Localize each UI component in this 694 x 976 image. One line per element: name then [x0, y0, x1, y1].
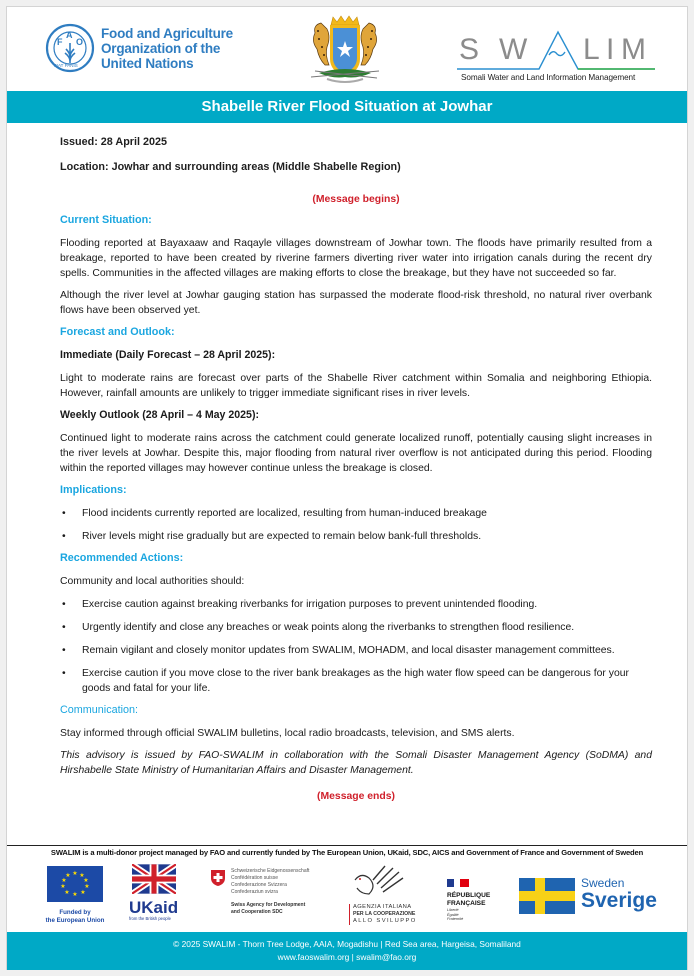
svg-text:O: O: [76, 37, 84, 47]
swiss-agency-line-2: and Cooperation SDC: [231, 909, 283, 915]
france-line-1: RÉPUBLIQUE: [447, 892, 491, 899]
republique-francaise-logo: [447, 874, 507, 922]
heading-current-situation: Current Situation:: [60, 214, 152, 226]
list-item: • River levels might rise gradually but are expected to remain below bank-full thresholds.: [60, 529, 652, 544]
french-flag-icon: [447, 879, 469, 887]
list-item: • Exercise caution if you move close to the river bank breakages as the high water flow speed can be dangerous for your goods and fatal for your life.: [60, 666, 652, 696]
document-title: Shabelle River Flood Situation at Jowhar: [7, 91, 687, 123]
eu-logo: [47, 866, 107, 925]
current-situation-paragraph: Although the river level at Jowhar gauging station has surpassed the moderate flood-risk threshold, no natural river overbank flows have been observed yet.: [60, 290, 652, 316]
svg-text:★: ★: [84, 883, 90, 890]
svg-text:A: A: [66, 30, 73, 40]
eu-flag-icon: [47, 866, 103, 902]
ukaid-wordmark: UKaid: [129, 898, 179, 917]
website-link[interactable]: www.faoswalim.org: [277, 952, 350, 962]
aics-line-3: ALLO SVILUPPO: [353, 918, 417, 924]
swiss-agency-line-1: Swiss Agency for Development: [231, 902, 306, 908]
dove-icon: [351, 864, 411, 898]
donor-note: SWALIM is a multi-donor project managed by FAO and currently funded by The European Union, UKaid, SDC, AICS and Government of France and Government of Sweden: [50, 848, 644, 857]
svg-text:★: ★: [79, 872, 85, 879]
svg-text:★: ★: [65, 872, 71, 879]
svg-text:★: ★: [80, 889, 86, 896]
eu-caption-1: Funded by: [59, 909, 91, 916]
svg-text:★: ★: [64, 889, 70, 896]
weekly-outlook-heading: Weekly Outlook (28 April – 4 May 2025):: [60, 409, 259, 421]
aics-logo: [345, 864, 425, 930]
footer-links: [7, 951, 687, 964]
implications-list: [60, 506, 652, 544]
footer-divider: [7, 845, 687, 846]
swiss-line-4: Confederaziun svizra: [231, 889, 278, 895]
swalim-logo: [455, 29, 655, 89]
france-motto-1: Liberté: [447, 908, 459, 912]
svg-text:★: ★: [72, 870, 78, 877]
location: Location: Jowhar and surrounding areas (Middle Shabelle Region): [60, 161, 401, 173]
fao-name-line1: Food and Agriculture: [101, 25, 233, 41]
donor-logos: [7, 862, 687, 932]
bulletin-body: [60, 131, 652, 804]
swiss-line-2: Confédération suisse: [231, 875, 278, 881]
heading-communication: Communication:: [60, 704, 139, 716]
list-item: • Flood incidents currently reported are localized, resulting from human-induced breakage: [60, 506, 652, 521]
current-situation-paragraph: Flooding reported at Bayaxaaw and Raqayle villages downstream of Jowhar town. The floods have primarily resulted from a breakage, reported to have been created by riverine farmers diverting river water into irrigation canals during the recent dry spells. Communities in the affected villages are making efforts to close the breakage, but they have not succeeded so far.: [60, 238, 652, 279]
sweden-wordmark: Sweden: [581, 876, 625, 890]
fao-logo: [45, 23, 233, 73]
svg-text:I: I: [606, 33, 615, 66]
recommended-intro: Community and local authorities should:: [60, 576, 245, 587]
swiss-shield-icon: [211, 870, 225, 886]
message-begins: (Message begins): [312, 194, 400, 205]
list-item: • Urgently identify and close any breaches or weak points along the riverbanks to strengthen flood resilience.: [60, 620, 652, 635]
aics-line-1: AGENZIA ITALIANA: [353, 904, 412, 910]
immediate-forecast-heading: Immediate (Daily Forecast – 28 April 2025):: [60, 349, 276, 361]
communication-text: Stay informed through official SWALIM bulletins, local radio broadcasts, television, and SMS alerts.: [60, 728, 515, 739]
weekly-outlook-text: Continued light to moderate rains across the catchment could generate localized runoff, potentially causing slight increases in the river levels at Jowhar. Despite this, major flooding from natural river overflow is not anticipated during this period. Flooding within the reported villages may however continue unless the breakage is closed.: [60, 433, 652, 474]
svg-text:S: S: [459, 33, 480, 66]
swiss-line-1: Schweizerische Eidgenossenschaft: [231, 868, 310, 874]
svg-text:★: ★: [61, 877, 67, 884]
footer-contact: [7, 932, 687, 970]
list-item: • Remain vigilant and closely monitor updates from SWALIM, MOHADM, and local disaster management committees.: [60, 643, 652, 658]
fao-name-line3: United Nations: [101, 55, 194, 71]
fao-name: [101, 26, 233, 71]
france-motto-2: Égalité: [447, 912, 459, 917]
swedish-flag-icon: [519, 878, 575, 914]
heading-implications: Implications:: [60, 484, 127, 496]
email-link[interactable]: swalim@fao.org: [356, 952, 417, 962]
swiss-line-3: Confederazione Svizzera: [231, 882, 287, 888]
sverige-wordmark: Sverige: [581, 889, 657, 912]
heading-forecast: Forecast and Outlook:: [60, 326, 175, 338]
ukaid-caption: from the British people: [129, 916, 171, 921]
ukaid-logo: [129, 864, 181, 921]
sweden-logo: [519, 878, 669, 919]
svg-text:★: ★: [83, 877, 89, 884]
immediate-forecast-text: Light to moderate rains are forecast over parts of the Shabelle River catchment within Somalia and neighboring Ethiopia. However, rainfall amounts are unlikely to trigger immediate significant rises in river levels.: [60, 373, 652, 399]
eu-caption-2: the European Union: [45, 917, 105, 924]
union-jack-icon: [132, 864, 176, 894]
document-header: [7, 7, 687, 91]
svg-text:★: ★: [60, 883, 66, 890]
svg-text:★: ★: [72, 891, 78, 898]
document-page: [6, 6, 688, 970]
advisory-note: This advisory is issued by FAO-SWALIM in collaboration with the Somali Disaster Management Agency (SoDMA) and Hirshabelle State Ministry of Humanitarian Affairs and Disaster Management.: [60, 750, 652, 776]
france-motto-3: Fraternité: [447, 917, 464, 922]
heading-recommended-actions: Recommended Actions:: [60, 552, 184, 564]
message-ends: (Message ends): [317, 791, 395, 802]
svg-text:M: M: [621, 33, 646, 66]
list-item: • Exercise caution against breaking riverbanks for irrigation purposes to prevent unintended flooding.: [60, 597, 652, 612]
link-separator: |: [349, 952, 357, 962]
swalim-mountain-icon: [455, 29, 655, 75]
svg-text:W: W: [499, 33, 528, 66]
recommended-actions-list: [60, 597, 652, 696]
footer-address: © 2025 SWALIM - Thorn Tree Lodge, AAIA, Mogadishu | Red Sea area, Hargeisa, Somaliland: [173, 939, 521, 949]
issued-date: Issued: 28 April 2025: [60, 136, 168, 148]
swalim-subtitle: Somali Water and Land Information Management: [461, 73, 636, 82]
fao-emblem-icon: [45, 23, 95, 73]
fao-name-line2: Organization of the: [101, 40, 221, 56]
svg-text:FIAT PANIS: FIAT PANIS: [54, 63, 78, 68]
aics-line-2: PER LA COOPERAZIONE: [353, 911, 416, 917]
svg-text:F: F: [57, 37, 63, 47]
france-line-2: FRANÇAISE: [447, 899, 486, 907]
svg-text:L: L: [583, 33, 600, 66]
somalia-coat-of-arms-icon: [297, 11, 397, 93]
